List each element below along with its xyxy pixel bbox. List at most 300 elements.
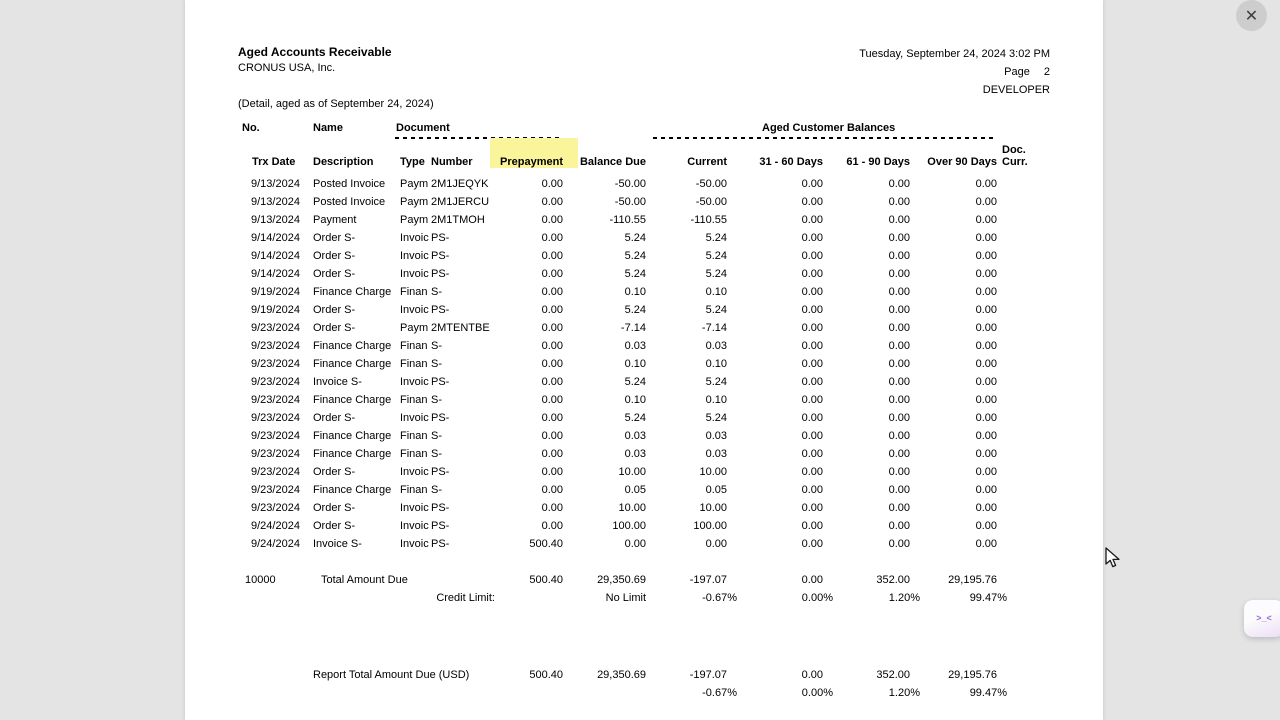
cell-number: S- [431,394,442,406]
report-table-totals [237,553,1030,702]
cell-61-90-days: 0.00 [888,502,910,514]
report-total-over-90-pct: 99.47% [969,687,1007,699]
cell-61-90-days: 0.00 [888,214,910,226]
cell-number: PS- [431,304,450,316]
cell-31-60-days: 0.00 [801,430,823,442]
spacer-row [237,607,1030,666]
col-header-prepayment: Prepayment [500,156,563,168]
cell-number: S- [431,448,442,460]
cell-over-90-days: 0.00 [975,412,997,424]
cell-over-90-days: 0.00 [975,214,997,226]
report-datetime: Tuesday, September 24, 2024 3:02 PM [859,48,1050,60]
cell-type: Invoic [400,520,429,532]
cell-31-60-days: 0.00 [801,520,823,532]
cell-doc-curr [997,427,1030,445]
cell-trx-date: 9/13/2024 [251,178,300,190]
cell-number: PS- [431,376,450,388]
cell-number: 2MTENTBE [431,322,490,334]
cell-31-60-days: 0.00 [801,178,823,190]
cell-prepayment: 0.00 [541,358,563,370]
mouse-cursor-icon [1104,547,1124,574]
close-icon: ✕ [1244,6,1259,25]
cell-prepayment: 0.00 [541,250,563,262]
cell-prepayment: 0.00 [541,502,563,514]
report-total-over-90: 29,195.76 [948,669,997,681]
cell-over-90-days: 0.00 [975,520,997,532]
col-header-balance-due: Balance Due [579,156,646,168]
page-indicator [859,63,1050,81]
report-user: DEVELOPER [982,84,1050,96]
cell-31-60-days: 0.00 [801,394,823,406]
cell-number: S- [431,286,442,298]
customer-total-61-90: 352.00 [876,574,910,586]
cell-balance-due: 0.03 [624,340,646,352]
cell-description: Finance Charge [313,358,392,370]
cell-prepayment: 0.00 [541,466,563,478]
cell-trx-date: 9/19/2024 [251,286,300,298]
cell-31-60-days: 0.00 [801,286,823,298]
table-row [237,355,1030,373]
cell-current: 5.24 [705,268,727,280]
cell-current: -50.00 [695,178,727,190]
group-header-no: No. [242,122,260,134]
report-page [185,0,1103,720]
cell-trx-date: 9/24/2024 [251,520,300,532]
cell-trx-date: 9/23/2024 [251,394,300,406]
cell-doc-curr [997,211,1030,229]
cell-prepayment: 0.00 [541,232,563,244]
cell-balance-due: 0.03 [624,448,646,460]
cell-current: 10.00 [699,502,727,514]
table-row [237,481,1030,499]
col-header-61-90-days: 61 - 90 Days [846,156,910,168]
cell-number: 2M1JEQYK [431,178,489,190]
page-number: 2 [1043,66,1050,78]
cell-61-90-days: 0.00 [888,484,910,496]
floating-widget-button[interactable] [1244,600,1280,637]
cell-current: -7.14 [701,322,727,334]
report-title: Aged Accounts Receivable [238,45,392,59]
table-row [237,409,1030,427]
cell-number: S- [431,430,442,442]
cell-trx-date: 9/19/2024 [251,304,300,316]
cell-description: Finance Charge [313,484,392,496]
cell-description: Order S- [313,466,356,478]
cell-doc-curr [997,463,1030,481]
table-row [237,445,1030,463]
cell-current: -50.00 [695,196,727,208]
report-total-current-pct: -0.67% [702,687,737,699]
cell-description: Order S- [313,520,356,532]
cell-31-60-days: 0.00 [801,268,823,280]
aged-balances-dashed-rule [653,137,997,139]
cell-type: Finan [400,448,428,460]
cell-over-90-days: 0.00 [975,232,997,244]
cell-over-90-days: 0.00 [975,304,997,316]
cell-trx-date: 9/23/2024 [251,340,300,352]
cell-31-60-days: 0.00 [801,466,823,478]
cell-current: 5.24 [705,250,727,262]
cell-type: Finan [400,394,428,406]
cell-current: 5.24 [705,376,727,388]
report-table-header [237,144,1030,175]
cell-type: Finan [400,484,428,496]
customer-total-row [237,571,1030,589]
cell-61-90-days: 0.00 [888,196,910,208]
cell-trx-date: 9/23/2024 [251,430,300,442]
cell-current: 0.03 [705,340,727,352]
cell-doc-curr [997,373,1030,391]
credit-limit-over-90-pct: 99.47% [969,592,1007,604]
customer-total-label: Total Amount Due [321,574,408,586]
cell-trx-date: 9/24/2024 [251,538,300,550]
cell-31-60-days: 0.00 [801,250,823,262]
cell-type: Finan [400,286,428,298]
cell-current: 5.24 [705,232,727,244]
cell-balance-due: -7.14 [620,322,646,334]
cell-current: 100.00 [693,520,727,532]
cell-31-60-days: 0.00 [801,196,823,208]
cell-balance-due: -50.00 [614,178,646,190]
report-subtitle: (Detail, aged as of September 24, 2024) [238,98,434,110]
cell-trx-date: 9/13/2024 [251,214,300,226]
cell-type: Invoic [400,376,429,388]
cell-prepayment: 0.00 [541,448,563,460]
cell-prepayment: 0.00 [541,214,563,226]
report-total-61-90-pct: 1.20% [888,687,920,699]
report-total-percent-row [237,684,1030,702]
cell-current: 5.24 [705,412,727,424]
report-total-31-60: 0.00 [801,669,823,681]
col-header-description: Description [313,156,374,168]
report-total-31-60-pct: 0.00% [801,687,833,699]
col-header-number: Number [431,156,473,168]
cell-doc-curr [997,445,1030,463]
cell-current: -110.55 [690,214,727,226]
col-header-doc-curr: Doc. Curr. [1002,144,1028,168]
cell-over-90-days: 0.00 [975,430,997,442]
cell-current: 0.10 [705,394,727,406]
report-header-right [859,45,1050,99]
cell-type: Paym [400,178,429,190]
cell-trx-date: 9/23/2024 [251,376,300,388]
cell-balance-due: 0.10 [624,286,646,298]
cell-balance-due: 100.00 [612,520,646,532]
customer-total-over-90: 29,195.76 [948,574,997,586]
cell-balance-due: 5.24 [624,250,646,262]
cell-number: PS- [431,412,450,424]
cell-balance-due: 5.24 [624,268,646,280]
table-row [237,265,1030,283]
cell-description: Order S- [313,268,356,280]
cell-31-60-days: 0.00 [801,214,823,226]
close-button[interactable] [1236,0,1267,31]
cell-description: Posted Invoice [313,178,386,190]
cell-prepayment: 0.00 [541,304,563,316]
cell-balance-due: -50.00 [614,196,646,208]
cell-description: Order S- [313,412,356,424]
cell-trx-date: 9/23/2024 [251,466,300,478]
report-table [237,144,1030,702]
cell-61-90-days: 0.00 [888,322,910,334]
cell-over-90-days: 0.00 [975,394,997,406]
table-row [237,319,1030,337]
cell-balance-due: 5.24 [624,376,646,388]
cell-description: Posted Invoice [313,196,386,208]
cell-description: Payment [313,214,357,226]
cell-type: Paym [400,322,429,334]
customer-no: 10000 [245,574,276,586]
cell-61-90-days: 0.00 [888,520,910,532]
cell-prepayment: 0.00 [541,322,563,334]
cell-type: Invoic [400,412,429,424]
cell-trx-date: 9/23/2024 [251,484,300,496]
cell-type: Finan [400,358,428,370]
cell-number: PS- [431,250,450,262]
cell-number: PS- [431,502,450,514]
cell-prepayment: 0.00 [541,430,563,442]
cell-description: Finance Charge [313,448,392,460]
col-header-current: Current [687,156,727,168]
customer-total-prepayment: 500.40 [529,574,563,586]
cell-31-60-days: 0.00 [801,358,823,370]
table-row [237,391,1030,409]
report-total-row [237,666,1030,684]
cell-doc-curr [997,409,1030,427]
cell-31-60-days: 0.00 [801,448,823,460]
group-header-name: Name [313,122,343,134]
cell-over-90-days: 0.00 [975,358,997,370]
cell-balance-due: 0.00 [624,538,646,550]
col-header-type: Type [400,156,425,168]
customer-total-current: -197.07 [689,574,727,586]
cell-type: Invoic [400,538,429,550]
cell-trx-date: 9/23/2024 [251,448,300,460]
col-header-over-90-days: Over 90 Days [927,156,997,168]
report-table-body [237,175,1030,553]
cell-over-90-days: 0.00 [975,268,997,280]
cell-prepayment: 0.00 [541,178,563,190]
cell-number: 2M1TMOH [431,214,485,226]
table-row [237,175,1030,193]
cell-31-60-days: 0.00 [801,376,823,388]
cell-description: Order S- [313,304,356,316]
cell-doc-curr [997,301,1030,319]
col-header-trx-date: Trx Date [252,156,296,168]
cell-doc-curr [997,481,1030,499]
cell-31-60-days: 0.00 [801,502,823,514]
cell-doc-curr [997,193,1030,211]
cell-current: 5.24 [705,304,727,316]
table-row [237,373,1030,391]
cell-31-60-days: 0.00 [801,538,823,550]
cell-number: S- [431,340,442,352]
cell-type: Invoic [400,304,429,316]
widget-face-icon: >_< [1256,613,1272,623]
cell-61-90-days: 0.00 [888,430,910,442]
cell-number: PS- [431,538,450,550]
table-row [237,301,1030,319]
cell-type: Invoic [400,502,429,514]
report-total-61-90: 352.00 [876,669,910,681]
cell-type: Invoic [400,268,429,280]
cell-over-90-days: 0.00 [975,250,997,262]
cell-type: Finan [400,430,428,442]
cell-number: PS- [431,520,450,532]
cell-over-90-days: 0.00 [975,340,997,352]
cell-current: 0.03 [705,430,727,442]
cell-trx-date: 9/14/2024 [251,268,300,280]
cell-doc-curr [997,499,1030,517]
cell-prepayment: 0.00 [541,196,563,208]
cell-trx-date: 9/23/2024 [251,322,300,334]
cell-61-90-days: 0.00 [888,466,910,478]
report-total-label: Report Total Amount Due (USD) [313,669,470,681]
cell-over-90-days: 0.00 [975,178,997,190]
cell-balance-due: 5.24 [624,412,646,424]
cell-doc-curr [997,283,1030,301]
cell-balance-due: 10.00 [618,466,646,478]
cell-balance-due: 5.24 [624,232,646,244]
cell-over-90-days: 0.00 [975,376,997,388]
cell-doc-curr [997,355,1030,373]
table-row [237,427,1030,445]
cell-31-60-days: 0.00 [801,304,823,316]
cell-over-90-days: 0.00 [975,484,997,496]
page-label: Page [1004,66,1030,78]
cell-description: Finance Charge [313,340,392,352]
cell-number: PS- [431,268,450,280]
company-name: CRONUS USA, Inc. [238,62,336,74]
cell-description: Order S- [313,232,356,244]
customer-total-31-60: 0.00 [801,574,823,586]
cell-61-90-days: 0.00 [888,286,910,298]
customer-total-balance-due: 29,350.69 [597,574,646,586]
cell-61-90-days: 0.00 [888,178,910,190]
cell-61-90-days: 0.00 [888,340,910,352]
cell-current: 0.10 [705,358,727,370]
cell-61-90-days: 0.00 [888,250,910,262]
cell-over-90-days: 0.00 [975,286,997,298]
cell-doc-curr [997,319,1030,337]
cell-doc-curr [997,535,1030,553]
cell-trx-date: 9/23/2024 [251,358,300,370]
cell-type: Finan [400,340,428,352]
credit-limit-label: Credit Limit: [436,592,495,604]
credit-limit-31-60-pct: 0.00% [801,592,833,604]
cell-prepayment: 0.00 [541,394,563,406]
table-row [237,229,1030,247]
cell-trx-date: 9/23/2024 [251,502,300,514]
table-row [237,247,1030,265]
cell-balance-due: 0.05 [624,484,646,496]
group-header-document: Document [396,122,450,134]
table-row [237,535,1030,553]
cell-61-90-days: 0.00 [888,376,910,388]
cell-31-60-days: 0.00 [801,484,823,496]
table-row [237,193,1030,211]
cell-balance-due: 5.24 [624,304,646,316]
cell-prepayment: 0.00 [541,286,563,298]
cell-type: Invoic [400,232,429,244]
cell-trx-date: 9/14/2024 [251,232,300,244]
cell-61-90-days: 0.00 [888,358,910,370]
report-total-balance-due: 29,350.69 [597,669,646,681]
cell-31-60-days: 0.00 [801,322,823,334]
cell-number: 2M1JERCU [431,196,490,208]
cell-description: Order S- [313,322,356,334]
cell-current: 0.00 [705,538,727,550]
cell-type: Invoic [400,466,429,478]
cell-doc-curr [997,337,1030,355]
cell-current: 0.03 [705,448,727,460]
cell-doc-curr [997,229,1030,247]
cell-over-90-days: 0.00 [975,322,997,334]
cell-over-90-days: 0.00 [975,448,997,460]
cell-current: 10.00 [699,466,727,478]
cell-61-90-days: 0.00 [888,304,910,316]
credit-limit-61-90-pct: 1.20% [888,592,920,604]
table-row [237,283,1030,301]
cell-current: 0.10 [705,286,727,298]
cell-61-90-days: 0.00 [888,232,910,244]
cell-prepayment: 0.00 [541,484,563,496]
cell-31-60-days: 0.00 [801,340,823,352]
credit-limit-row [237,589,1030,607]
cell-prepayment: 0.00 [541,520,563,532]
cell-31-60-days: 0.00 [801,232,823,244]
cell-over-90-days: 0.00 [975,502,997,514]
cell-description: Invoice S- [313,376,362,388]
cell-prepayment: 500.40 [529,538,563,550]
cell-description: Order S- [313,250,356,262]
cell-doc-curr [997,517,1030,535]
credit-limit-current-pct: -0.67% [702,592,737,604]
cell-current: 0.05 [705,484,727,496]
cell-number: PS- [431,232,450,244]
cell-balance-due: -110.55 [609,214,646,226]
cell-doc-curr [997,175,1030,193]
cell-prepayment: 0.00 [541,412,563,424]
cell-prepayment: 0.00 [541,376,563,388]
cell-prepayment: 0.00 [541,268,563,280]
cell-doc-curr [997,247,1030,265]
cell-type: Invoic [400,250,429,262]
cell-description: Finance Charge [313,394,392,406]
cell-number: S- [431,358,442,370]
cell-description: Order S- [313,502,356,514]
cell-over-90-days: 0.00 [975,466,997,478]
cell-over-90-days: 0.00 [975,196,997,208]
cell-doc-curr [997,265,1030,283]
cell-description: Finance Charge [313,286,392,298]
cell-type: Paym [400,196,429,208]
cell-balance-due: 0.10 [624,358,646,370]
cell-trx-date: 9/23/2024 [251,412,300,424]
credit-limit-value: No Limit [605,592,646,604]
cell-trx-date: 9/14/2024 [251,250,300,262]
cell-prepayment: 0.00 [541,340,563,352]
cell-61-90-days: 0.00 [888,448,910,460]
cell-trx-date: 9/13/2024 [251,196,300,208]
table-row [237,337,1030,355]
cell-number: PS- [431,466,450,478]
cell-61-90-days: 0.00 [888,268,910,280]
cell-balance-due: 0.03 [624,430,646,442]
cell-description: Finance Charge [313,430,392,442]
cell-over-90-days: 0.00 [975,538,997,550]
cell-doc-curr [997,391,1030,409]
